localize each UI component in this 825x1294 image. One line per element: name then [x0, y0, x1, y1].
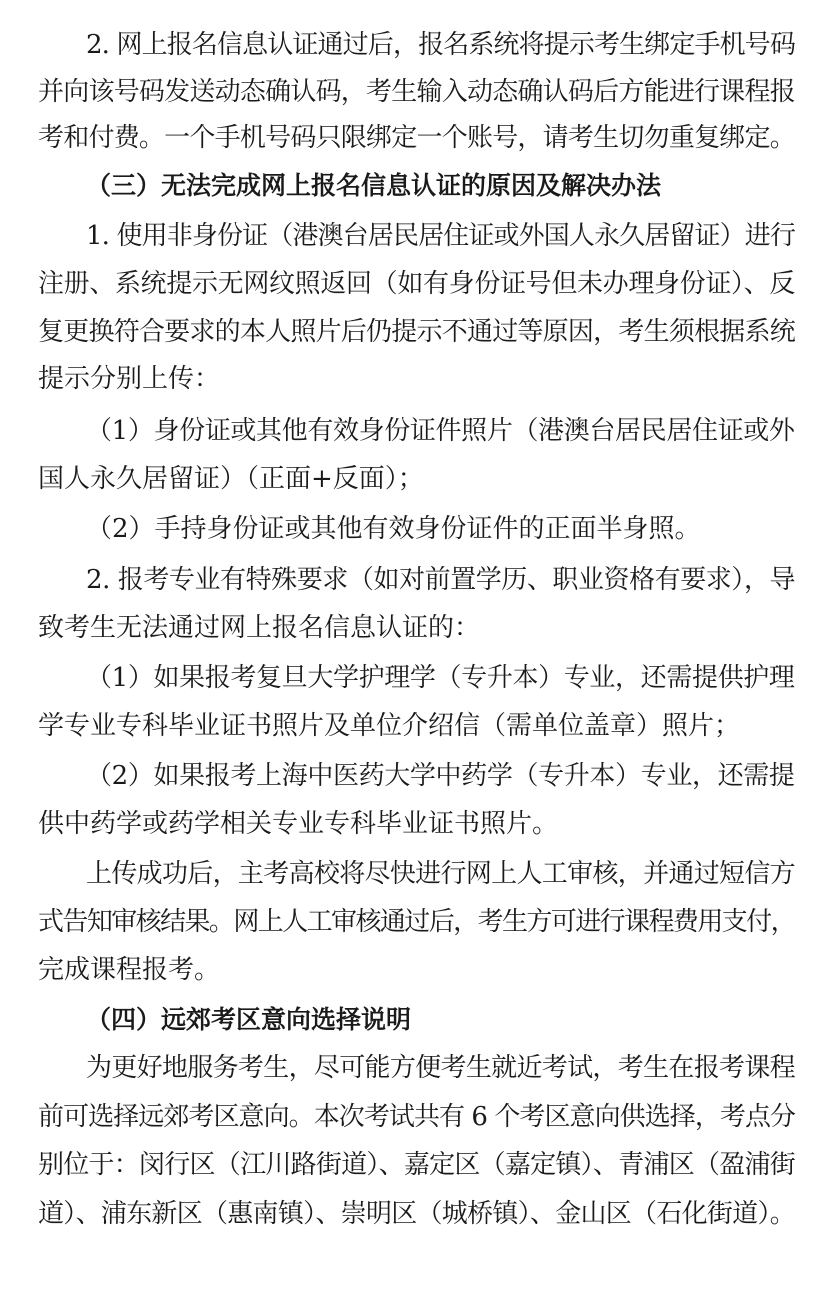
- paragraph-line: [0, 898, 825, 946]
- line-text: 考和付费。一个手机号码只限绑定一个账号，请考生切勿重复绑定。: [38, 123, 796, 153]
- line-text: 为更好地服务考生，尽可能方便考生就近考试，考生在报考课程: [86, 1053, 796, 1083]
- line-text: 学专业专科毕业证书照片及单位介绍信（需单位盖章）照片；: [38, 711, 741, 741]
- paragraph-line: [0, 946, 825, 994]
- paragraph-line: [0, 850, 825, 898]
- paragraph-line: [0, 212, 825, 260]
- paragraph-line: [0, 1044, 825, 1092]
- paragraph-line: [0, 455, 825, 503]
- line-text: 致考生无法通过网上报名信息认证的：: [38, 613, 481, 643]
- paragraph-line: [0, 604, 825, 652]
- line-text: 提示分别上传：: [38, 364, 221, 394]
- line-text: 上传成功后，主考高校将尽快进行网上人工审核，并通过短信方: [86, 859, 796, 889]
- line-text: 完成课程报考。: [38, 955, 221, 985]
- paragraph-line: [0, 1190, 825, 1238]
- line-text: 式告知审核结果。网上人工审核通过后，考生方可进行课程费用支付，: [38, 907, 796, 937]
- line-text: 2. 报考专业有特殊要求（如对前置学历、职业资格有要求），导: [86, 565, 796, 595]
- line-text: （1）身份证或其他有效身份证件照片（港澳台居民居住证或外: [86, 416, 795, 446]
- line-text: （2）如果报考上海中医药大学中药学（专升本）专业，还需提: [86, 761, 795, 791]
- paragraph-line: [0, 260, 825, 308]
- line-text: 1. 使用非身份证（港澳台居民居住证或外国人永久居留证）进行: [86, 221, 796, 251]
- paragraph-line: [0, 407, 825, 455]
- line-text: 国人永久居留证）（正面+反面）；: [38, 464, 424, 494]
- heading-text: （三）无法完成网上报名信息认证的原因及解决办法: [86, 171, 662, 200]
- paragraph-line: [0, 1093, 825, 1141]
- line-text: 供中药学或药学相关专业专科毕业证书照片。: [38, 809, 559, 839]
- section-heading: [0, 996, 825, 1044]
- heading-text: （四）远郊考区意向选择说明: [86, 1005, 412, 1034]
- line-text: 道）、浦东新区（惠南镇）、崇明区（城桥镇）、金山区（石化街道）。: [38, 1199, 796, 1229]
- paragraph-line: [0, 355, 825, 403]
- paragraph-line: [0, 654, 825, 702]
- line-text: 注册、系统提示无网纹照返回（如有身份证号但未办理身份证）、反: [38, 269, 796, 299]
- line-text: 别位于：闵行区（江川路街道）、嘉定区（嘉定镇）、青浦区（盈浦街: [38, 1150, 796, 1180]
- line-text: （1）如果报考复旦大学护理学（专升本）专业，还需提供护理: [86, 663, 795, 693]
- paragraph-line: [0, 114, 825, 162]
- paragraph-line: [0, 21, 825, 69]
- line-text: 并向该号码发送动态确认码，考生输入动态确认码后方能进行课程报: [38, 77, 796, 107]
- section-heading: [0, 162, 825, 210]
- paragraph-line: [0, 752, 825, 800]
- paragraph-line: [0, 702, 825, 750]
- line-text: 2. 网上报名信息认证通过后，报名系统将提示考生绑定手机号码: [86, 30, 796, 60]
- line-text: 复更换符合要求的本人照片后仍提示不通过等原因，考生须根据系统: [38, 317, 796, 347]
- paragraph-line: [0, 556, 825, 604]
- line-text: （2）手持身份证或其他有效身份证件的正面半身照。: [86, 514, 701, 544]
- paragraph-line: [0, 505, 825, 553]
- paragraph-line: [0, 1141, 825, 1189]
- paragraph-line: [0, 800, 825, 848]
- paragraph-line: [0, 308, 825, 356]
- line-text: 前可选择远郊考区意向。本次考试共有 6 个考区意向供选择，考点分: [38, 1102, 796, 1132]
- paragraph-line: [0, 68, 825, 116]
